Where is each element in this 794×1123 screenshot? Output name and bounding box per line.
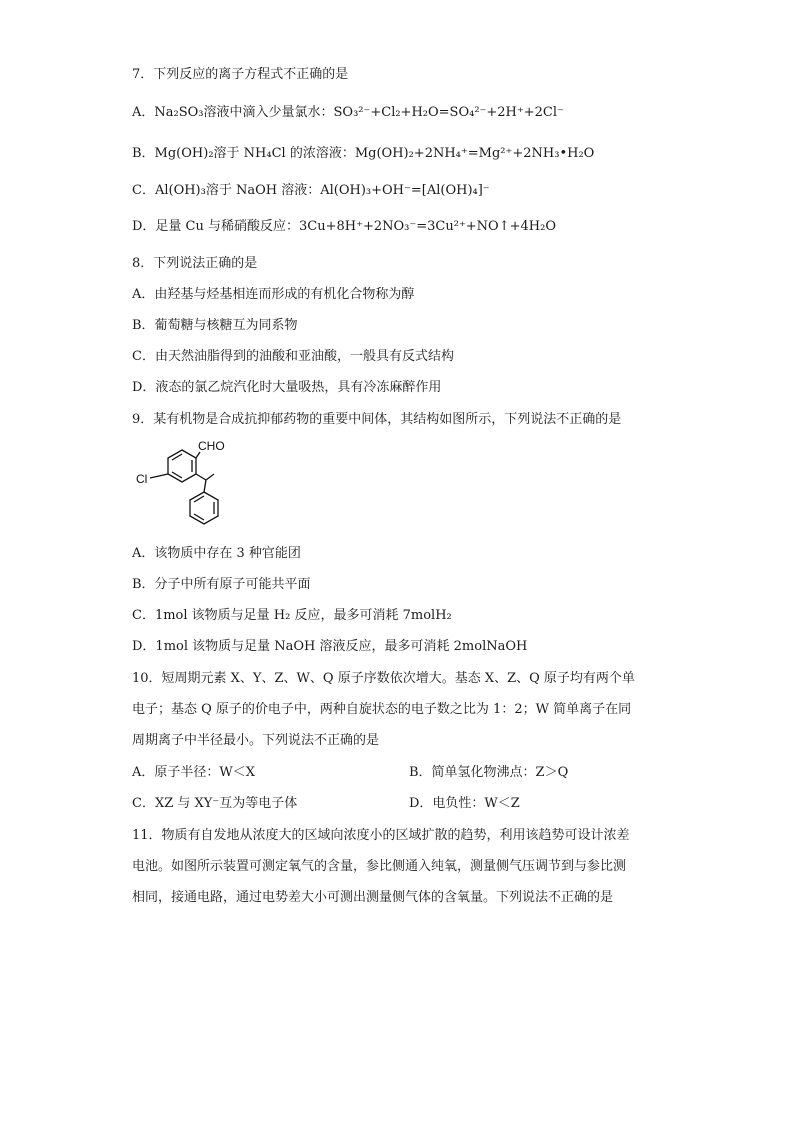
q10-option-c: C．XZ 与 XY⁻互为等电子体	[132, 796, 298, 811]
q7-stem: 7．下列反应的离子方程式不正确的是	[132, 67, 349, 82]
q9-option-a: A．该物质中存在 3 种官能团	[132, 546, 301, 561]
q8-option-d: D．液态的氯乙烷汽化时大量吸热，具有冷冻麻醉作用	[132, 380, 442, 395]
q11-stem-line2: 电池。如图所示装置可测定氧气的含量，参比侧通入纯氧，测量侧气压调节到与参比测	[132, 859, 627, 874]
q7-option-d: D．足量 Cu 与稀硝酸反应：3Cu+8H⁺+2NO₃⁻=3Cu²⁺+NO↑+4H₂O	[132, 219, 556, 234]
q9-stem: 9．某有机物是合成抗抑郁药物的重要中间体，其结构如图所示，下列说法不正确的是	[132, 412, 622, 427]
cl-bond	[150, 474, 168, 478]
q7-option-b: B．Mg(OH)₂溶于 NH₄Cl 的浓溶液：Mg(OH)₂+2NH₄⁺=Mg²⁺+2NH₃•H₂O	[132, 146, 595, 161]
q10-stem-line3: 周期离子中半径最小。下列说法不正确的是	[132, 733, 380, 748]
q11-stem-line3: 相同，接通电路，通过电势差大小可测出测量侧气体的含氧量。下列说法不正确的是	[132, 890, 614, 905]
q10-option-b: B．简单氢化物沸点：Z＞Q	[409, 765, 569, 780]
cho-label: CHO	[198, 439, 225, 453]
q7-option-a: A．Na₂SO₃溶液中滴入少量氯水：SO₃²⁻+Cl₂+H₂O=SO₄²⁻+2H⁺+2Cl⁻	[132, 105, 564, 120]
q7-option-c: C．Al(OH)₃溶于 NaOH 溶液：Al(OH)₃+OH⁻=[Al(OH)₄]⁻	[132, 183, 490, 198]
q9-option-c: C．1mol 该物质与足量 H₂ 反应，最多可消耗 7molH₂	[132, 608, 452, 623]
q10-option-a: A．原子半径：W＜X	[132, 765, 256, 780]
q10-stem-line2: 电子；基态 Q 原子的价电子中，两种自旋状态的电子数之比为 1：2；W 简单离子在同	[132, 702, 632, 717]
q10-option-d: D．电负性：W＜Z	[409, 796, 520, 811]
structure-formula-image	[134, 436, 225, 534]
q9-option-b: B．分子中所有原子可能共平面	[132, 577, 311, 592]
q11-stem-line1: 11．物质有自发地从浓度大的区域向浓度小的区域扩散的趋势，利用该趋势可设计浓差	[132, 828, 630, 843]
q9-option-d: D．1mol 该物质与足量 NaOH 溶液反应，最多可消耗 2molNaOH	[132, 639, 528, 654]
q8-stem: 8．下列说法正确的是	[132, 256, 258, 271]
q8-option-b: B．葡萄糖与核糖互为同系物	[132, 318, 298, 333]
q10-stem-line1: 10．短周期元素 X、Y、Z、W、Q 原子序数依次增大。基态 X、Z、Q 原子均有两个单	[132, 671, 635, 686]
q8-option-a: A．由羟基与烃基相连而形成的有机化合物称为醇	[132, 287, 415, 302]
q8-option-c: C．由天然油脂得到的油酸和亚油酸，一般具有反式结构	[132, 349, 454, 364]
cl-label: Cl	[136, 472, 148, 486]
